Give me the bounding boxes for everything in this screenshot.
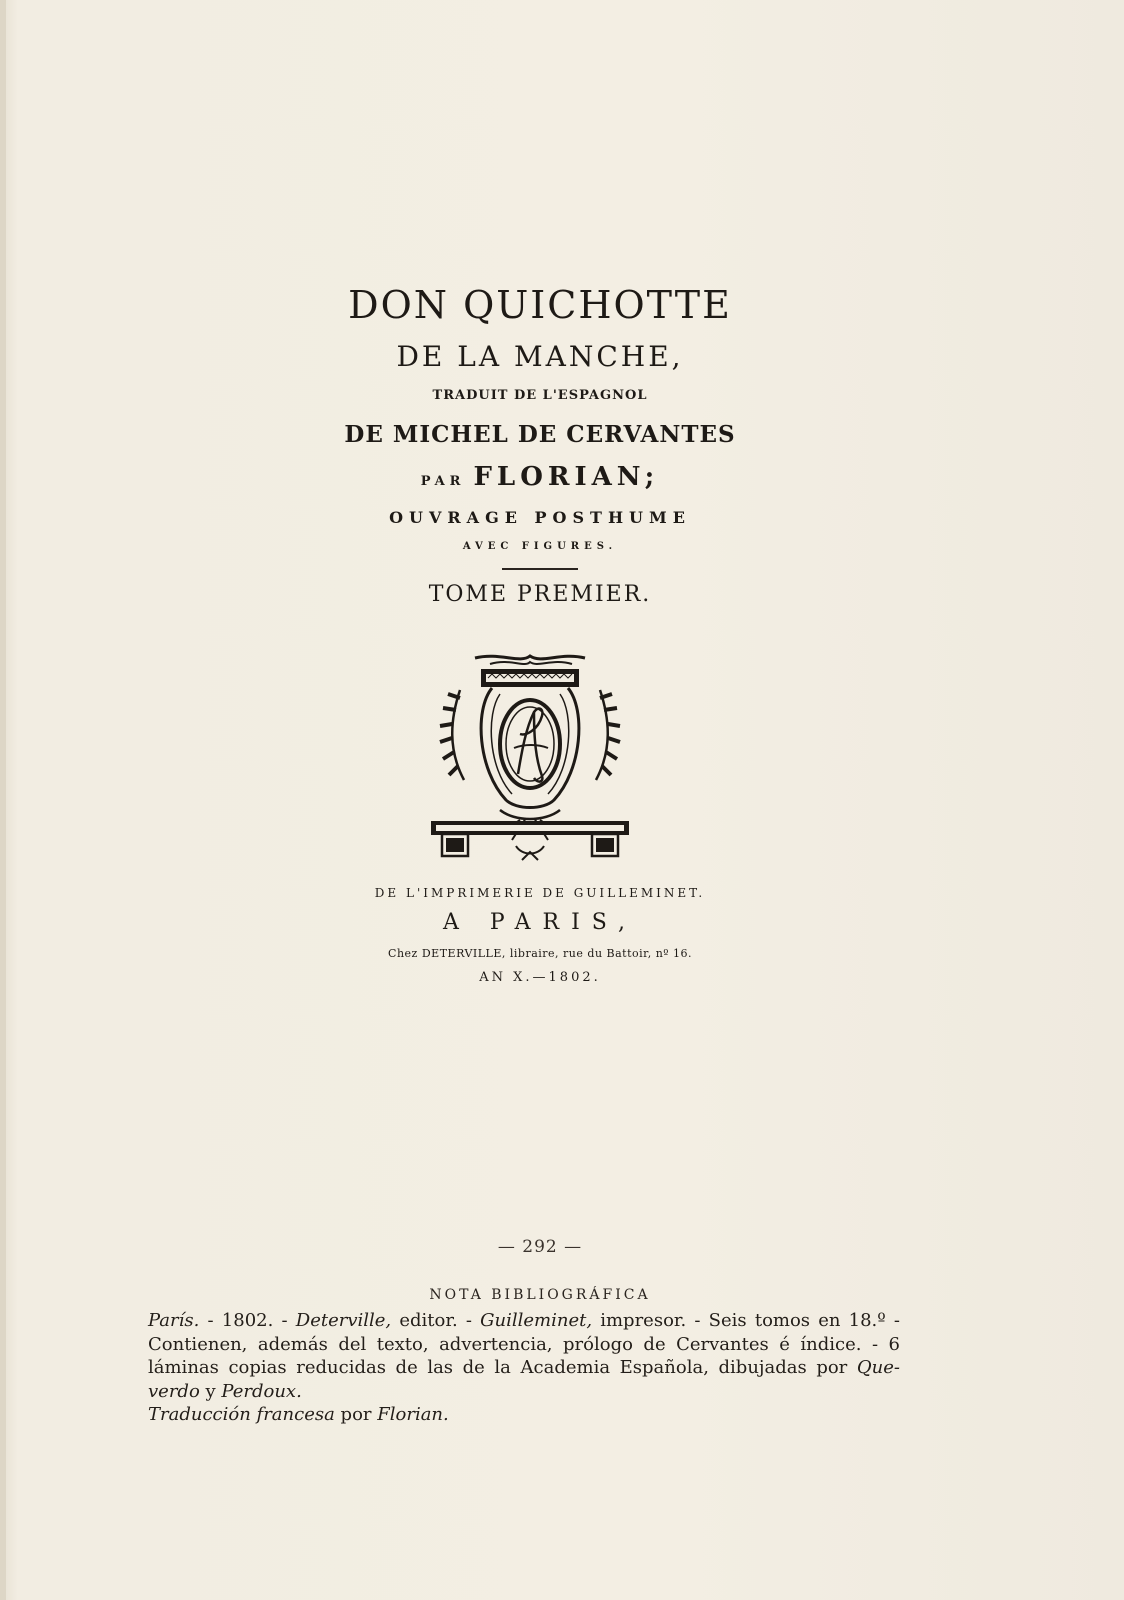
- note-paragraph: [148, 1403, 900, 1427]
- note-text: y: [199, 1380, 222, 1402]
- page-number: — 292 —: [497, 1237, 583, 1257]
- note-text: editor. -: [391, 1310, 481, 1331]
- bookseller-line: Chez DETERVILLE, libraire, rue du Battoir, nº 16.: [388, 947, 692, 960]
- place-name: París.: [148, 1310, 200, 1331]
- title-page: [0, 282, 1080, 607]
- illustrator-name: Que-verdo: [148, 1357, 900, 1402]
- book-title: DON QUICHOTTE: [348, 283, 732, 327]
- date-line: AN X.—1802.: [479, 970, 601, 985]
- posthumous-note: OUVRAGE POSTHUME: [389, 508, 691, 527]
- imprint-block: [0, 886, 1080, 985]
- volume-label: TOME PREMIER.: [428, 582, 652, 607]
- note-text: por: [334, 1404, 378, 1425]
- par-label: PAR: [420, 474, 466, 489]
- note-paragraph: [148, 1309, 900, 1403]
- original-author: DE MICHEL DE CERVANTES: [344, 421, 736, 448]
- printer-name: Guilleminet,: [480, 1310, 593, 1331]
- translation-label: Traducción francesa: [148, 1404, 335, 1425]
- title-rule: [502, 568, 578, 570]
- translator-line: [0, 462, 1080, 492]
- monogram-vignette-icon: [430, 650, 630, 872]
- translator-name: Florian.: [377, 1404, 449, 1425]
- note-text: - 1802. -: [199, 1310, 296, 1331]
- city-line: A PARIS,: [442, 910, 638, 935]
- nota-heading: NOTA BIBLIOGRÁFICA: [429, 1287, 651, 1303]
- printer-line: DE L'IMPRIMERIE DE GUILLEMINET.: [374, 886, 706, 900]
- bibliographic-note: [148, 1309, 900, 1427]
- book-subtitle: DE LA MANCHE,: [396, 340, 684, 373]
- translator-name: FLORIAN;: [473, 462, 660, 492]
- illustrator-name: Perdoux.: [221, 1380, 302, 1402]
- note-text: impresor. - Seis tomos en 18.º - Contienen, además del texto, advertencia, prólogo de Cervantes é índice. - 6 láminas copias reducidas de las de la Academia Española, dibujadas por: [148, 1310, 900, 1378]
- page-edge: [0, 0, 6, 1600]
- translation-note: TRADUIT DE L'ESPAGNOL: [432, 388, 648, 403]
- figures-note: AVEC FIGURES.: [462, 541, 618, 552]
- editor-name: Deterville,: [295, 1310, 392, 1331]
